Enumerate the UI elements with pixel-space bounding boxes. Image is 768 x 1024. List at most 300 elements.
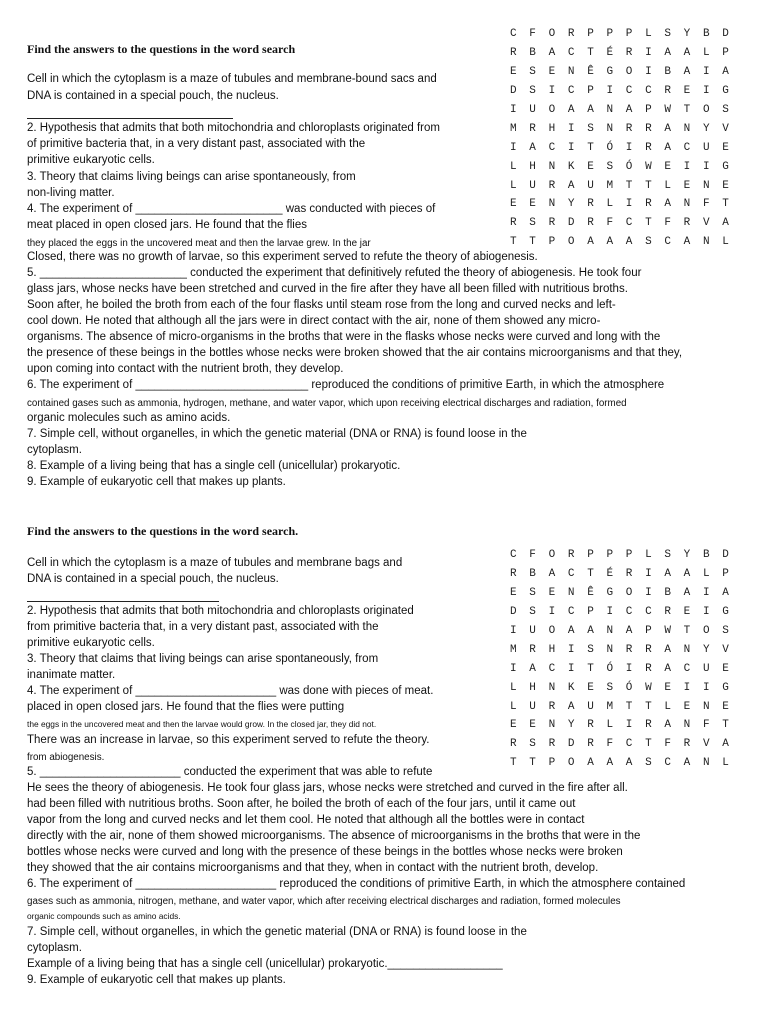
grid-letter: T [722,198,729,211]
grid-row [510,82,742,101]
grid-letter: A [664,141,671,154]
question-4-line: Closed, there was no growth of larvae, so this experiment served to refute the theory of abiogenesis. [27,251,538,263]
grid-letter: L [722,757,729,770]
grid-letter: Y [683,549,691,562]
grid-letter: N [606,104,614,116]
grid-letter: R [529,122,536,135]
grid-letter: P [587,549,594,562]
grid-letter: E [529,719,536,732]
grid-letter: A [548,47,556,60]
grid-letter: H [529,681,536,694]
grid-letter: I [702,587,710,600]
grid-row [510,233,742,252]
grid-letter: I [510,104,517,116]
grid-letter: I [510,625,517,637]
question-3-line: non-living matter. [27,187,115,199]
grid-letter: L [606,719,614,732]
question-4-line: placed in open closed jars. He found that the flies were putting [27,701,345,713]
grid-letter: E [683,179,691,192]
grid-row [510,622,742,641]
grid-letter: C [510,28,517,41]
grid-letter: P [625,28,633,41]
grid-letter: S [722,104,729,116]
grid-letter: U [587,179,594,192]
grid-letter: I [606,606,614,619]
grid-letter: É [606,47,614,60]
question-6-line: organic molecules such as amino acids. [27,412,231,424]
grid-letter: E [510,587,517,600]
grid-letter: U [529,700,536,713]
grid-letter: A [683,587,691,600]
grid-letter: L [702,47,710,60]
grid-letter: L [510,681,517,694]
grid-letter: R [510,217,517,230]
grid-letter: G [722,85,729,98]
question-5-line: vapor from the long and curved necks and let them cool. He noted that although all the bottles were in contact [27,814,585,826]
grid-letter: N [702,236,710,249]
grid-letter: E [722,700,729,713]
grid-letter: B [702,549,710,562]
question-3-line: inanimate matter. [27,669,116,681]
grid-letter: R [510,47,517,60]
grid-letter: R [587,719,594,732]
grid-letter: K [567,681,575,694]
grid-letter: L [702,568,710,581]
grid-letter: C [645,606,652,619]
grid-letter: B [702,28,710,41]
grid-letter: A [664,719,671,732]
grid-letter: A [587,757,594,770]
grid-letter: S [664,28,671,41]
grid-letter: U [702,662,710,675]
grid-letter: I [625,662,633,675]
grid-letter: E [683,700,691,713]
grid-letter: S [529,66,536,79]
grid-letter: A [625,625,633,637]
grid-letter: A [548,568,556,581]
grid-letter: U [529,625,536,637]
question-6-line: contained gases such as ammonia, hydrogen, methane, and water vapor, which upon receiving electrical discharges and radiation, formed [27,398,627,409]
grid-letter: P [722,47,729,60]
grid-letter: L [606,198,614,211]
grid-letter: Y [567,198,575,211]
grid-letter: I [567,141,575,154]
grid-letter: R [529,643,536,656]
grid-letter: Y [702,643,710,656]
grid-letter: W [645,681,652,694]
grid-letter: T [645,217,652,230]
grid-letter: P [645,625,652,637]
grid-letter: I [625,198,633,211]
grid-letter: E [510,719,517,732]
grid-letter: N [683,719,691,732]
grid-letter: E [664,160,671,173]
grid-letter: R [645,662,652,675]
grid-letter: L [664,700,671,713]
question-5-line: Soon after, he boiled the broth from each of the four flasks until steam rose from the long and curved necks and left- [27,299,616,311]
grid-letter: R [587,198,594,211]
grid-row [510,640,742,659]
grid-letter: N [702,700,710,713]
grid-row [510,603,742,622]
question-6-line: organic compounds such as amino acids. [27,911,181,921]
grid-row [510,25,742,44]
grid-letter: S [722,625,729,637]
grid-letter: A [606,236,614,249]
grid-letter: V [722,122,729,135]
grid-letter: I [567,122,575,135]
grid-letter: R [548,217,556,230]
grid-letter: R [587,217,594,230]
question-4-line: the eggs in the uncovered meat and then the larvae would grow. In the closed jar, they did not. [27,719,377,729]
grid-letter: R [625,568,633,581]
question-4-line: 4. The experiment of ______________________ was done with pieces of meat. [27,685,434,697]
question-7-line: 7. Simple cell, without organelles, in which the genetic material (DNA or RNA) is found loose in the [27,428,527,440]
word-search-grid [510,546,742,773]
grid-letter: O [567,757,575,770]
grid-letter: I [625,141,633,154]
grid-letter: I [702,160,710,173]
grid-letter: W [664,104,671,116]
grid-letter: C [567,85,575,98]
grid-letter: O [548,549,556,562]
grid-letter: A [664,198,671,211]
grid-letter: C [683,662,691,675]
grid-row [510,754,742,773]
grid-letter: E [722,179,729,192]
grid-letter: A [567,179,575,192]
grid-letter: Ó [625,681,633,694]
question-6-line: 6. The experiment of ___________________________ reproduced the conditions of primitive Earth, in which the atmosphere [27,379,665,391]
grid-letter: G [722,606,729,619]
grid-letter: A [722,66,729,79]
question-4-line: 4. The experiment of _______________________ was conducted with pieces of [27,203,436,215]
grid-letter: N [702,757,710,770]
grid-letter: A [567,625,575,637]
grid-letter: N [683,643,691,656]
grid-letter: Ó [606,141,614,154]
grid-letter: A [529,141,536,154]
grid-letter: I [548,85,556,98]
grid-letter: F [702,719,710,732]
grid-letter: G [606,66,614,79]
grid-letter: B [664,587,671,600]
question-2-line: primitive eukaryotic cells. [27,154,155,166]
grid-letter: A [606,757,614,770]
question-8-line: 8. Example of a living being that has a single cell (unicellular) prokaryotic. [27,460,401,472]
grid-letter: T [587,662,594,675]
question-5-line: glass jars, whose necks have been stretched and curved in the fire after they have all been filled with nutritious broths. [27,283,628,295]
grid-letter: M [510,122,517,135]
grid-letter: T [625,700,633,713]
grid-letter: A [664,643,671,656]
grid-letter: P [548,236,556,249]
grid-letter: I [702,66,710,79]
grid-letter: A [587,625,594,637]
grid-letter: Y [683,28,691,41]
grid-letter: A [683,66,691,79]
grid-letter: P [645,104,652,116]
grid-letter: M [510,643,517,656]
grid-letter: M [606,700,614,713]
grid-letter: C [510,549,517,562]
grid-letter: I [683,681,691,694]
grid-letter: R [548,700,556,713]
grid-row [510,565,742,584]
question-5-line: 5. _______________________ conducted the experiment that definitively refuted the theory of abiogenesis. He took four [27,267,642,279]
grid-letter: Ó [625,160,633,173]
grid-letter: N [548,198,556,211]
grid-letter: N [606,122,614,135]
grid-row [510,101,742,120]
grid-letter: R [587,738,594,751]
grid-letter: L [722,236,729,249]
grid-letter: E [548,66,556,79]
grid-letter: S [529,587,536,600]
grid-letter: S [606,160,614,173]
grid-letter: W [664,625,671,637]
question-5-line: 5. ______________________ conducted the experiment that was able to refute [27,766,433,778]
grid-letter: E [722,662,729,675]
grid-row [510,157,742,176]
grid-letter: R [645,643,652,656]
grid-letter: N [606,643,614,656]
grid-letter: E [722,141,729,154]
grid-row [510,584,742,603]
grid-letter: T [587,47,594,60]
grid-letter: A [625,757,633,770]
grid-letter: A [664,568,671,581]
grid-letter: C [548,662,556,675]
question-3-line: 3. Theory that claims living beings can arise spontaneously, from [27,171,356,183]
grid-letter: N [702,179,710,192]
question-4-line: from abiogenesis. [27,752,105,763]
grid-letter: B [529,568,536,581]
grid-letter: R [645,198,652,211]
grid-letter: L [664,179,671,192]
grid-row [510,716,742,735]
grid-letter: R [625,643,633,656]
grid-letter: R [683,217,691,230]
grid-letter: P [606,549,614,562]
grid-letter: A [567,700,575,713]
question-5-line: He sees the theory of abiogenesis. He took four glass jars, whose necks were stretched and curved in the fire after all. [27,782,628,794]
grid-letter: C [683,141,691,154]
question-5-line: the presence of these beings in the bottles whose necks were broken showed that the air contains microorganisms and that they, [27,347,683,359]
grid-letter: L [510,160,517,173]
grid-row [510,659,742,678]
grid-letter: O [567,236,575,249]
grid-letter: Ê [587,66,594,79]
grid-letter: S [587,643,594,656]
question-2-line: 2. Hypothesis that admits that both mitochondria and chloroplasts originated from [27,122,440,134]
grid-letter: E [664,681,671,694]
grid-letter: D [510,606,517,619]
question-1-line: Cell in which the cytoplasm is a maze of tubules and membrane-bound sacs and [27,73,437,85]
grid-letter: D [567,217,575,230]
grid-letter: O [548,625,556,637]
question-5-line: organisms. The absence of micro-organisms in the broths that were in the flasks whose necks were curved and long with the [27,331,661,343]
grid-letter: N [548,719,556,732]
question-1-line: DNA is contained in a special pouch, the nucleus. [27,90,279,102]
question-9-line: 9. Example of eukaryotic cell that makes up plants. [27,476,286,488]
grid-letter: T [625,179,633,192]
grid-letter: A [625,104,633,116]
grid-letter: A [722,587,729,600]
answer-blank [27,601,219,602]
grid-letter: L [645,28,652,41]
grid-letter: F [702,198,710,211]
grid-letter: T [510,236,517,249]
grid-letter: N [567,66,575,79]
grid-letter: E [587,160,594,173]
grid-letter: E [529,198,536,211]
grid-letter: O [702,625,710,637]
question-9-line: 9. Example of eukaryotic cell that makes up plants. [27,974,286,986]
grid-letter: P [587,28,594,41]
grid-letter: I [702,85,710,98]
grid-letter: I [625,719,633,732]
grid-letter: A [683,236,691,249]
grid-letter: R [664,85,671,98]
grid-letter: I [645,568,652,581]
grid-letter: V [702,738,710,751]
question-2-line: 2. Hypothesis that admits that both mitochondria and chloroplasts originated [27,605,414,617]
grid-letter: P [587,606,594,619]
grid-letter: C [625,85,633,98]
grid-letter: P [722,568,729,581]
grid-letter: I [645,66,652,79]
grid-row [510,176,742,195]
grid-letter: R [645,141,652,154]
grid-row [510,214,742,233]
grid-letter: C [625,738,633,751]
grid-letter: P [548,757,556,770]
grid-letter: T [587,141,594,154]
grid-letter: P [606,28,614,41]
grid-letter: R [645,122,652,135]
question-2-line: from primitive bacteria that, in a very distant past, associated with the [27,621,379,633]
section-heading: Find the answers to the questions in the word search [27,42,296,56]
grid-row [510,119,742,138]
grid-letter: T [529,236,536,249]
grid-letter: N [606,625,614,637]
grid-letter: A [664,122,671,135]
grid-letter: P [625,549,633,562]
grid-letter: A [587,236,594,249]
question-5-line: had been filled with nutritious broths. Soon after, he boiled the broth of each of the four jars, until it came out [27,798,576,810]
grid-letter: B [664,66,671,79]
question-5-line: directly with the air, none of them showed microorganisms. The absence of microorganisms in the broths that were in the [27,830,641,842]
grid-letter: R [510,738,517,751]
grid-letter: D [722,549,729,562]
grid-letter: A [625,236,633,249]
grid-letter: C [664,236,671,249]
grid-letter: C [625,606,633,619]
grid-letter: D [567,738,575,751]
grid-row [510,735,742,754]
grid-letter: É [606,568,614,581]
grid-letter: R [567,28,575,41]
grid-letter: H [548,643,556,656]
grid-letter: E [683,85,691,98]
grid-letter: R [664,606,671,619]
grid-letter: L [510,700,517,713]
grid-letter: R [625,122,633,135]
grid-letter: D [722,28,729,41]
grid-letter: P [587,85,594,98]
grid-row [510,44,742,63]
grid-letter: O [625,66,633,79]
grid-letter: I [510,662,517,675]
grid-letter: I [548,606,556,619]
question-8-line: Example of a living being that has a single cell (unicellular) prokaryotic.__________________ [27,958,503,970]
grid-letter: H [529,160,536,173]
grid-letter: R [548,179,556,192]
grid-letter: E [510,198,517,211]
grid-letter: A [683,757,691,770]
grid-letter: T [587,568,594,581]
question-1-line: Cell in which the cytoplasm is a maze of tubules and membrane bags and [27,557,403,569]
grid-letter: I [645,587,652,600]
section-heading: Find the answers to the questions in the word search. [27,524,299,538]
grid-letter: R [510,568,517,581]
question-2-line: of primitive bacteria that, in a very distant past, associated with the [27,138,366,150]
question-5-line: cool down. He noted that although all the jars were in direct contact with the air, none of them showed any micro- [27,315,601,327]
grid-letter: O [625,587,633,600]
grid-letter: I [567,662,575,675]
grid-letter: D [510,85,517,98]
grid-row [510,138,742,157]
grid-letter: K [567,160,575,173]
grid-letter: F [529,549,536,562]
grid-letter: R [548,738,556,751]
question-4-line: meat placed in open closed jars. He found that the flies [27,219,308,231]
question-1-line: DNA is contained in a special pouch, the nucleus. [27,573,279,585]
grid-letter: T [510,757,517,770]
grid-letter: S [645,236,652,249]
grid-letter: S [529,738,536,751]
grid-letter: I [702,681,710,694]
grid-letter: F [606,217,614,230]
grid-letter: E [510,66,517,79]
grid-letter: A [722,738,729,751]
grid-letter: L [510,179,517,192]
grid-letter: A [529,662,536,675]
grid-letter: A [567,104,575,116]
grid-letter: A [722,217,729,230]
grid-letter: H [548,122,556,135]
grid-letter: R [567,549,575,562]
grid-letter: U [587,700,594,713]
grid-letter: V [722,643,729,656]
grid-letter: T [722,719,729,732]
grid-letter: T [645,738,652,751]
question-7-line: cytoplasm. [27,942,82,954]
grid-letter: W [645,160,652,173]
grid-letter: U [529,104,536,116]
grid-letter: S [664,549,671,562]
grid-letter: C [567,47,575,60]
grid-letter: V [702,217,710,230]
grid-letter: I [702,606,710,619]
grid-letter: T [645,179,652,192]
question-2-line: primitive eukaryotic cells. [27,637,155,649]
grid-row [510,195,742,214]
grid-letter: F [606,738,614,751]
grid-letter: T [645,700,652,713]
grid-letter: O [548,104,556,116]
